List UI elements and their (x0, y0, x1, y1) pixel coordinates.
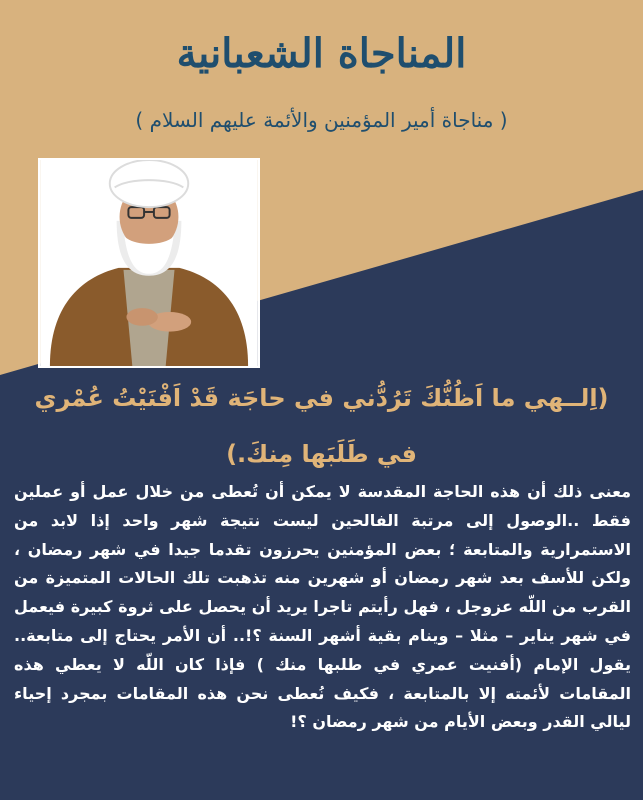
page-subtitle: ( مناجاة أمير المؤمنين والأئمة عليهم السلام ) (135, 108, 508, 132)
portrait-illustration (40, 160, 258, 366)
supplication-verse-line1: (اِلــهي ما اَظُنُّكَ تَرُدُّني في حاجَة قَدْ اَفْنَيْتُ عُمْري (34, 384, 609, 412)
commentary-paragraph: معنى ذلك أن هذه الحاجة المقدسة لا يمكن أن تُعطى من خلال عمل أو عملين فقط ..الوصول إلى مرتبة الفالحين ليست نتيجة شهر واحد إذا لابد من الاستمرارية والمتابعة ؛ بعض المؤمنين يحرزون تقدما جيدا في شهر رمضان ، ولكن للأسف بعد شهر رمضان أو شهرين منه تذهبت تلك الحالات المتميزة من القرب من اللّه عزوجل ، فهل رأيتم تاجرا يريد أن يحصل على ثروة كبيرة فيعمل في شهر يناير – مثلا – وينام بقية أشهر السنة ؟!.. أن الأمر يحتاج إلى متابعة.. يقول الإمام (أفنيت عمري في طلبها منك ) فإذا كان اللّه لا يعطي هذه المقامات لأئمته إلا بالمتابعة ، فكيف نُعطى نحن هذه المقامات بمجرد إحياء ليالي القدر وبعض الأيام من شهر رمضان ؟! (14, 482, 631, 732)
portrait-photo (38, 158, 260, 368)
supplication-verse-line2: في طَلَبَها مِنكَ.) (226, 440, 417, 468)
page-title: المناجاة الشعبانية (176, 30, 467, 77)
